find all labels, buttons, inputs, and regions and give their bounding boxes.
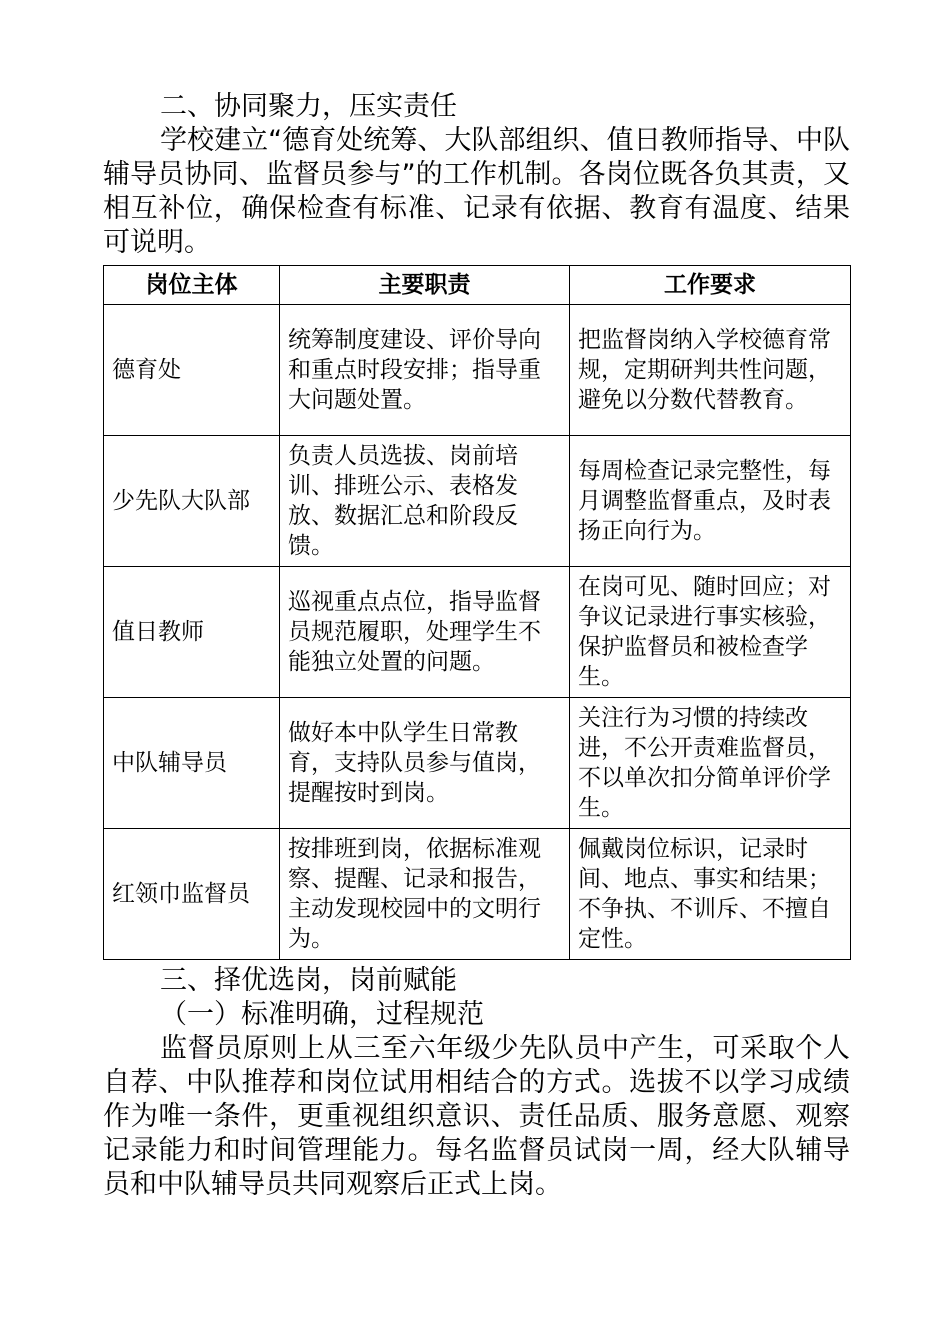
responsibility-table — [103, 265, 851, 960]
role-cell: 值日教师 — [104, 567, 280, 698]
section-intro-paragraph: 学校建立“德育处统筹、大队部组织、值日教师指导、中队辅导员协同、监督员参与”的工作机制。各岗位既各负其责，又相互补位，确保检查有标准、记录有依据、教育有温度、结果可说明。 — [103, 125, 850, 258]
duty-cell: 做好本中队学生日常教育，支持队员参与值岗，提醒按时到岗。 — [280, 698, 570, 829]
table-row — [104, 567, 851, 698]
requirement-cell: 把监督岗纳入学校德育常规，定期研判共性问题，避免以分数代替教育。 — [570, 305, 851, 436]
role-cell: 红领巾监督员 — [104, 829, 280, 960]
section-heading: 三、择优选岗，岗前赋能 — [160, 965, 457, 996]
requirement-cell: 佩戴岗位标识，记录时间、地点、事实和结果；不争执、不训斥、不擅自定性。 — [570, 829, 851, 960]
header-duty: 主要职责 — [280, 266, 570, 305]
document-page — [103, 0, 850, 1202]
requirement-cell: 每周检查记录完整性，每月调整监督重点，及时表扬正向行为。 — [570, 436, 851, 567]
header-role: 岗位主体 — [104, 266, 280, 305]
header-requirement: 工作要求 — [570, 266, 851, 305]
duty-cell: 巡视重点点位，指导监督员规范履职，处理学生不能独立处置的问题。 — [280, 567, 570, 698]
table-header-row — [104, 266, 851, 305]
role-cell: 德育处 — [104, 305, 280, 436]
duty-cell: 按排班到岗，依据标准观察、提醒、记录和报告，主动发现校园中的文明行为。 — [280, 829, 570, 960]
table-row — [104, 305, 851, 436]
role-cell: 中队辅导员 — [104, 698, 280, 829]
table-row — [104, 698, 851, 829]
requirement-cell: 在岗可见、随时回应；对争议记录进行事实核验，保护监督员和被检查学生。 — [570, 567, 851, 698]
table-row — [104, 436, 851, 567]
section-heading: 二、协同聚力，压实责任 — [160, 91, 457, 122]
body-paragraph: 监督员原则上从三至六年级少先队员中产生，可采取个人自荐、中队推荐和岗位试用相结合的方式。选拔不以学习成绩作为唯一条件，更重视组织意识、责任品质、服务意愿、观察记录能力和时间管理能力。每名监督员试岗一周，经大队辅导员和中队辅导员共同观察后正式上岗。 — [103, 1033, 850, 1200]
table-row — [104, 829, 851, 960]
role-cell: 少先队大队部 — [104, 436, 280, 567]
subsection-heading: （一）标准明确，过程规范 — [160, 999, 484, 1030]
requirement-cell: 关注行为习惯的持续改进，不公开责难监督员，不以单次扣分简单评价学生。 — [570, 698, 851, 829]
duty-cell: 统筹制度建设、评价导向和重点时段安排；指导重大问题处置。 — [280, 305, 570, 436]
duty-cell: 负责人员选拔、岗前培训、排班公示、表格发放、数据汇总和阶段反馈。 — [280, 436, 570, 567]
